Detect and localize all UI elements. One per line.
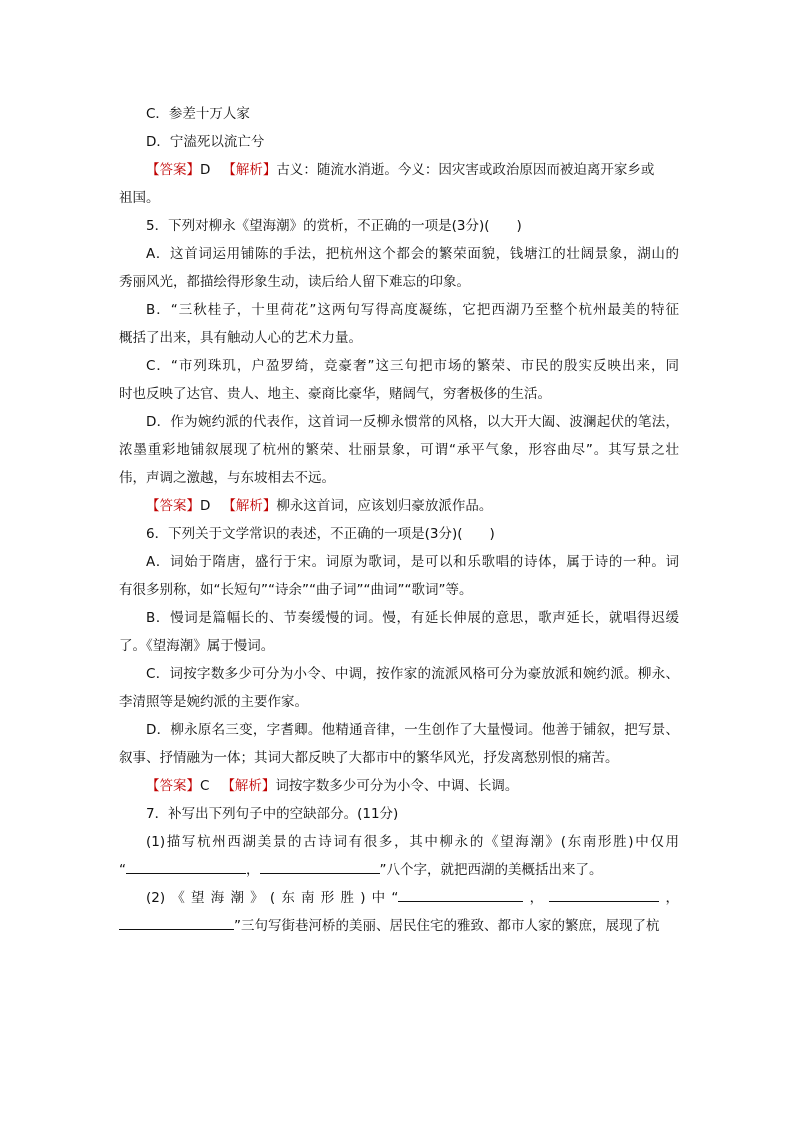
q5-option-d-cont: 浓墨重彩地铺叙展现了杭州的繁荣、壮丽景象，可谓“承平气象，形容曲尽”。其写景之壮 <box>119 442 679 458</box>
answer-blank[interactable] <box>398 888 523 902</box>
answer-blank[interactable] <box>260 860 380 874</box>
q7-sub2-cont: ”三句写街巷河桥的美丽、居民住宅的雅致、都市人家的繁庶，展现了杭 <box>119 912 679 940</box>
answer-label: 【答案】 <box>146 778 200 794</box>
q6-stem: 6．下列关于文学常识的表述，不正确的一项是(3分)( ) <box>146 526 495 542</box>
explanation-text: 古义：随流水消逝。今义：因灾害或政治原因而被迫离开家乡或 <box>276 162 655 178</box>
q7-stem: 7．补写出下列句子中的空缺部分。(11分) <box>146 806 399 822</box>
document-body <box>119 100 679 940</box>
q6-option-a-cont: 有很多别称，如“长短句”“诗余”“曲子词”“曲词”“歌词”等。 <box>119 582 473 598</box>
answer-blank[interactable] <box>126 860 246 874</box>
q5-option-a: A．这首词运用铺陈的手法，把杭州这个都会的繁荣面貌，钱塘江的壮阔景象，湖山的 <box>146 246 679 262</box>
q5-option-c-cont: 时也反映了达官、贵人、地主、豪商比豪华，赌阔气，穷奢极侈的生活。 <box>119 386 551 402</box>
q5-option-d-cont2: 伟，声调之激越，与东坡相去不远。 <box>119 470 335 486</box>
q5-option-a-cont: 秀丽风光，都描绘得形象生动，读后给人留下难忘的印象。 <box>119 274 470 290</box>
q6-option-a: A．词始于隋唐，盛行于宋。词原为歌词，是可以和乐歌唱的诗体，属于诗的一种。词 <box>146 554 679 570</box>
q5-stem: 5．下列对柳永《望海潮》的赏析，不正确的一项是(3分)( ) <box>146 218 522 234</box>
explanation-text: 词按字数多少可分为小令、中调、长调。 <box>275 778 519 794</box>
q6-option-c: C．词按字数多少可分为小令、中调，按作家的流派风格可分为豪放派和婉约派。柳永、 <box>146 666 679 682</box>
answer-label: 【答案】 <box>146 498 200 514</box>
q4-answer <box>119 156 679 184</box>
q5-option-b-cont: 概括了出来，具有触动人心的艺术力量。 <box>119 330 362 346</box>
explanation-label: 【解析】 <box>222 498 277 514</box>
q5-option-c: C．“市列珠玑，户盈罗绮，竞豪奢”这三句把市场的繁荣、市民的殷实反映出来，同 <box>146 358 679 374</box>
answer-letter: C <box>200 778 210 794</box>
q6-answer <box>119 772 679 800</box>
q6-option-b-cont: 了。《望海潮》属于慢词。 <box>119 638 275 654</box>
q6-option-d: D．柳永原名三变，字耆卿。他精通音律，一生创作了大量慢词。他善于铺叙，把写景、 <box>146 722 679 738</box>
q7-sub1-blanks: “ ， ”八个字，就把西湖的美概括出来了。 <box>119 862 603 878</box>
q6-option-d-cont: 叙事、抒情融为一体；其词大都反映了大都市中的繁华风光，抒发离愁别恨的痛苦。 <box>119 750 619 766</box>
q4-explanation-cont: 祖国。 <box>119 190 160 206</box>
q4-option-d: D．宁溘死以流亡兮 <box>146 134 265 150</box>
answer-blank[interactable] <box>119 916 234 930</box>
q5-option-b: B．“三秋桂子，十里荷花”这两句写得高度凝练，它把西湖乃至整个杭州最美的特征 <box>146 302 679 318</box>
q7-sub1: (1)描写杭州西湖美景的古诗词有很多，其中柳永的《望海潮》(东南形胜)中仅用 <box>146 834 679 850</box>
answer-label: 【答案】 <box>146 162 200 178</box>
answer-letter: D <box>200 162 211 178</box>
q5-option-d: D．作为婉约派的代表作，这首词一反柳永惯常的风格，以大开大阖、波澜起伏的笔法， <box>146 414 679 430</box>
explanation-text: 柳永这首词，应该划归豪放派作品。 <box>276 498 493 514</box>
q4-option-c: C．参差十万人家 <box>146 106 250 122</box>
answer-letter: D <box>200 498 211 514</box>
q6-option-b: B．慢词是篇幅长的、节奏缓慢的词。慢，有延长伸展的意思，歌声延长，就唱得迟缓 <box>146 610 679 626</box>
explanation-label: 【解析】 <box>221 778 276 794</box>
explanation-label: 【解析】 <box>222 162 277 178</box>
q7-sub2: (2)《望海潮》(东南形胜)中“ ， ， <box>146 890 680 906</box>
answer-blank[interactable] <box>549 888 659 902</box>
q6-option-c-cont: 李清照等是婉约派的主要作家。 <box>119 694 308 710</box>
q5-answer <box>119 492 679 520</box>
